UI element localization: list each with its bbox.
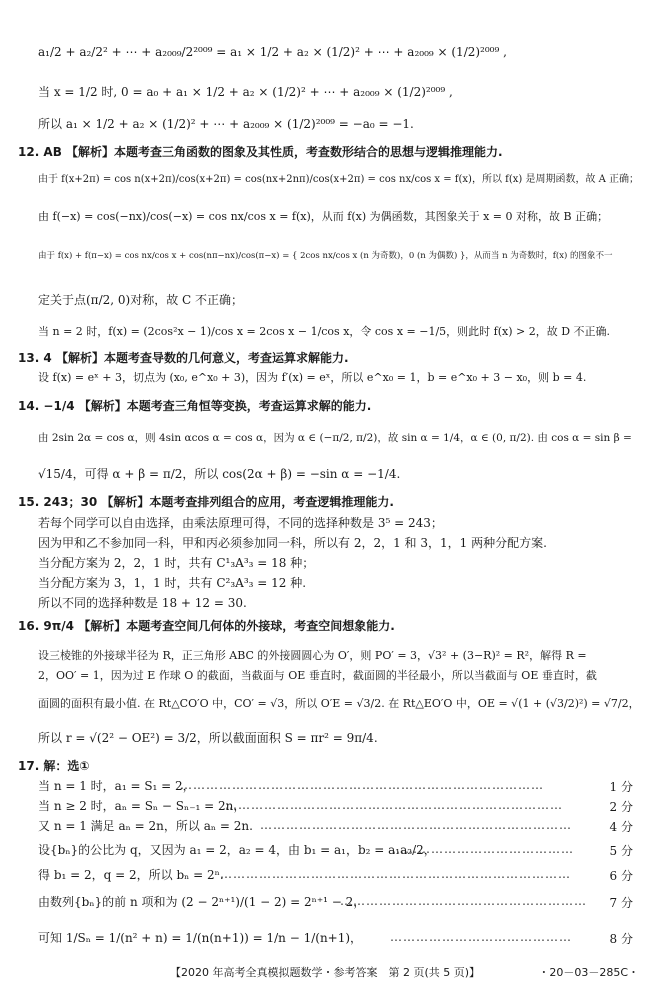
solution-step: 由数列{bₙ}的前 n 项和为 (2 − 2ⁿ⁺¹)/(1 − 2) = 2ⁿ⁺¹ − 2， bbox=[38, 895, 366, 909]
leader-dots: ………………………………………………… bbox=[340, 894, 587, 908]
leader-dots: …………………………………… bbox=[392, 842, 574, 856]
solution-step: 可知 1/Sₙ = 1/(n² + n) = 1/(n(n+1)) = 1/n − 1/(n+1)， bbox=[38, 931, 363, 945]
text-line: 因为甲和乙不参加同一科，甲和丙必须参加同一科，所以有 2，2，1 和 3，1，1 两种分配方案. bbox=[38, 536, 547, 550]
text-line: 当分配方案为 3，1，1 时，共有 C²₃A³₃ = 12 种. bbox=[38, 576, 307, 590]
question-12-header: 12. AB 【解析】本题考查三角函数的图象及其性质，考查数形结合的思想与逻辑推理能力. bbox=[18, 145, 503, 159]
text-line: a₁/2 + a₂/2² + ⋯ + a₂₀₀₉/2²⁰⁰⁹ = a₁ × 1/2 + a₂ × (1/2)² + ⋯ + a₂₀₀₉ × (1/2)²⁰⁰⁹ , bbox=[38, 45, 507, 59]
text-line: 定关于点(π/2, 0)对称，故 C 不正确； bbox=[38, 293, 244, 307]
text-line: 2，OO′ = 1，因为过 E 作球 O 的截面，当截面与 OE 垂直时，截面圆的半径最小，所以当截面与 OE 垂直时，截 bbox=[38, 669, 597, 682]
score-label: 4 分 bbox=[609, 820, 633, 834]
text-line: 面圆的面积有最小值. 在 Rt△CO′O 中，CO′ = √3，所以 O′E = √3/2. 在 Rt△EO′O 中，OE = √(1 + (√3/2)²) = √7/2， bbox=[38, 697, 640, 710]
solution-step: 得 b₁ = 2，q = 2，所以 bₙ = 2ⁿ. bbox=[38, 868, 224, 882]
text-line: 所以 a₁ × 1/2 + a₂ × (1/2)² + ⋯ + a₂₀₀₉ × (1/2)²⁰⁰⁹ = −a₀ = −1. bbox=[38, 117, 414, 131]
text-line: √15/4，可得 α + β = π/2，所以 cos(2α + β) = −sin α = −1/4. bbox=[38, 467, 401, 481]
leader-dots: ……………………………………………………………… bbox=[260, 818, 572, 832]
text-line: 由 2sin 2α = cos α，则 4sin αcos α = cos α，因为 α ∈ (−π/2, π/2)，故 sin α = 1/4，α ∈ (0, π/2). 由 cos α = sin β = bbox=[38, 432, 632, 444]
footer-code: ・20－03－285C・ bbox=[538, 966, 639, 979]
text-line: 所以不同的选择种数是 18 + 12 = 30. bbox=[38, 596, 247, 610]
solution-step: 当 n ≥ 2 时，aₙ = Sₙ − Sₙ₋₁ = 2n， bbox=[38, 799, 246, 813]
text-line: 若每个同学可以自由选择，由乘法原理可得，不同的选择种数是 3⁵ = 243； bbox=[38, 516, 443, 530]
text-line: 当分配方案为 2，2，1 时，共有 C¹₃A³₃ = 18 种； bbox=[38, 556, 315, 570]
text-line: 设 f(x) = eˣ + 3，切点为 (x₀, e^x₀ + 3)，因为 f′(x) = eˣ，所以 e^x₀ = 1，b = e^x₀ + 3 − x₀，则 b = 4. bbox=[38, 371, 587, 384]
solution-step: 设{bₙ}的公比为 q，又因为 a₁ = 2，a₂ = 4，由 b₁ = a₁，b₂ = a₁a₂/2， bbox=[38, 843, 436, 857]
score-label: 1 分 bbox=[609, 780, 633, 794]
leader-dots: ……………………………………………………………………… bbox=[220, 867, 571, 881]
leader-dots: ………………………………………………………………………… bbox=[180, 778, 544, 792]
question-15-header: 15. 243；30 【解析】本题考查排列组合的应用，考查逻辑推理能力. bbox=[18, 495, 394, 509]
text-line: 设三棱锥的外接球半径为 R，正三角形 ABC 的外接圆圆心为 O′，则 PO′ = 3，√3² + (3−R)² = R²，解得 R = bbox=[38, 649, 587, 662]
score-label: 6 分 bbox=[609, 869, 633, 883]
text-line: 由于 f(x+2π) = cos n(x+2π)/cos(x+2π) = cos(nx+2nπ)/cos(x+2π) = cos nx/cos x = f(x)，所以 f(x) 是周期函数，故 A 正确； bbox=[38, 174, 640, 185]
score-label: 7 分 bbox=[609, 896, 633, 910]
text-line: 由于 f(x) + f(π−x) = cos nx/cos x + cos(nπ−nx)/cos(π−x) = { 2cos nx/cos x (n 为奇数)，0 (n 为偶数) }，从而当 n 为奇数时，f(x) 的图象不一 bbox=[38, 251, 613, 261]
text-line: 当 x = 1/2 时, 0 = a₀ + a₁ × 1/2 + a₂ × (1/2)² + ⋯ + a₂₀₀₉ × (1/2)²⁰⁰⁹ , bbox=[38, 85, 453, 99]
score-label: 5 分 bbox=[609, 844, 633, 858]
solution-step: 又 n = 1 满足 aₙ = 2n，所以 aₙ = 2n. bbox=[38, 819, 253, 833]
page-footer: 【2020 年高考全真模拟题数学・参考答案 第 2 页(共 5 页)】 bbox=[170, 966, 481, 979]
question-16-header: 16. 9π/4 【解析】本题考查空间几何体的外接球，考查空间想象能力. bbox=[18, 619, 395, 633]
text-line: 当 n = 2 时，f(x) = (2cos²x − 1)/cos x = 2cos x − 1/cos x，令 cos x = −1/5，则此时 f(x) > 2，故 D 不正确. bbox=[38, 325, 611, 338]
score-label: 8 分 bbox=[609, 932, 633, 946]
question-14-header: 14. −1/4 【解析】本题考查三角恒等变换，考查运算求解的能力. bbox=[18, 399, 372, 413]
text-line: 所以 r = √(2² − OE²) = 3/2，所以截面面积 S = πr² = 9π/4. bbox=[38, 731, 378, 745]
leader-dots: …………………………………………………………………… bbox=[225, 798, 563, 812]
question-17-header: 17. 解：选① bbox=[18, 759, 90, 773]
text-line: 由 f(−x) = cos(−nx)/cos(−x) = cos nx/cos x = f(x)，从而 f(x) 为偶函数，其图象关于 x = 0 对称，故 B 正确； bbox=[38, 210, 609, 223]
score-label: 2 分 bbox=[609, 800, 633, 814]
leader-dots: …………………………………… bbox=[390, 930, 572, 944]
question-13-header: 13. 4 【解析】本题考查导数的几何意义，考查运算求解能力. bbox=[18, 351, 349, 365]
solution-step: 当 n = 1 时，a₁ = S₁ = 2， bbox=[38, 779, 195, 793]
